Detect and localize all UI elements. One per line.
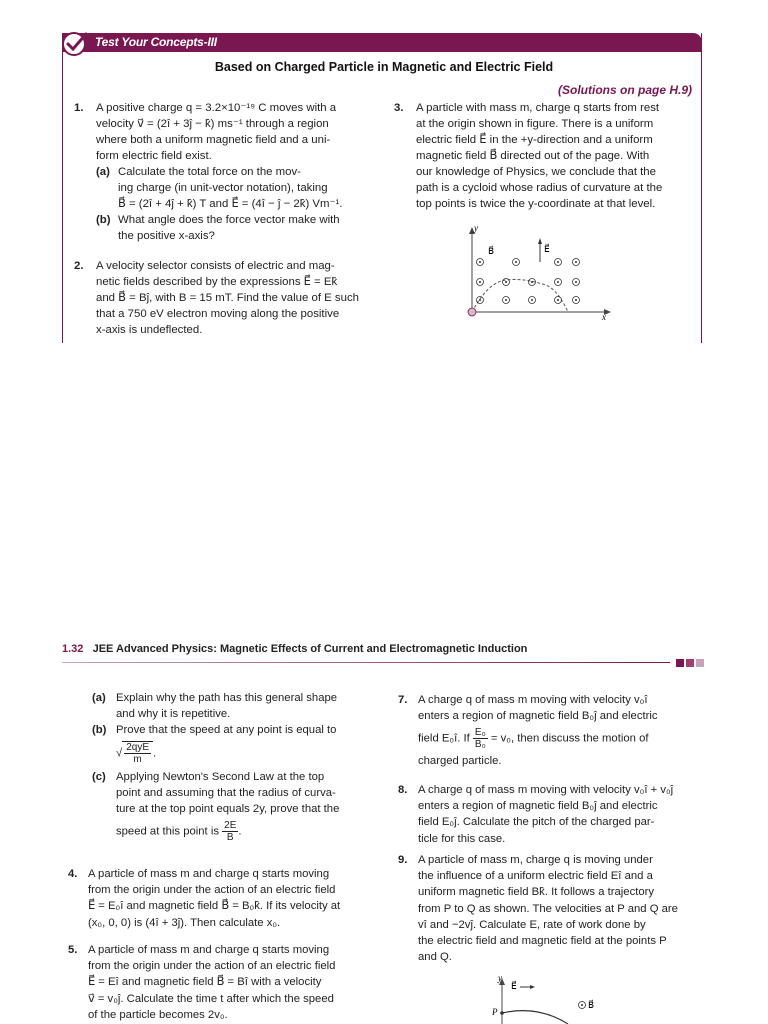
text-line: enters a region of magnetic field B₀ĵ and electric <box>418 800 658 813</box>
text-segment: speed at this point is <box>116 825 219 838</box>
y-axis-label: y <box>498 975 502 983</box>
text-line: ture at the top point equals 2y, prove that the <box>116 803 340 816</box>
text-line: A particle of mass m, charge q is moving under <box>418 854 653 866</box>
question-7 <box>398 692 704 770</box>
running-head <box>62 643 527 655</box>
text-line: path is a cycloid whose radius of curvature at the <box>416 182 663 194</box>
text-line: from the origin under the action of an electric field <box>88 960 336 973</box>
text-line: where both a uniform magnetic field and a uni- <box>96 134 331 146</box>
question-9 <box>398 852 704 965</box>
question-3-parts <box>92 690 374 843</box>
text-line: form electric field exist. <box>96 150 212 162</box>
question-number: 4. <box>68 868 78 880</box>
text-line: (x₀, 0, 0) is (4î + 3ĵ). Then calculate x₀. <box>88 916 281 929</box>
sqrt-expression: √ $\frac{\text{2qyE}}{m}$ . <box>116 741 157 765</box>
text-line: A positive charge q = 3.2×10⁻¹⁹ C moves with a <box>96 102 337 114</box>
question-1b <box>96 212 372 244</box>
frac-denominator: B₀ <box>474 739 486 751</box>
e-field-label: E⃗ <box>544 244 550 254</box>
question-number: 3. <box>394 102 404 114</box>
text-line: that a 750 eV electron moving along the positive <box>96 308 340 320</box>
part-label: (c) <box>92 770 106 783</box>
question-3a <box>92 690 374 722</box>
text-line: v⃗ = v₀ĵ. Calculate the time t after which the speed <box>88 992 334 1005</box>
text-line: top points is twice the y-coordinate at that level. <box>416 198 656 210</box>
text-line: E⃗ = E₀î and magnetic field B⃗ = B₀k̂. If its velocity at <box>88 900 341 913</box>
question-number: 8. <box>398 784 408 796</box>
text-segment: field E₀î. If <box>418 732 470 745</box>
text-line <box>418 727 704 750</box>
text-line: electric field E⃗ in the +y-direction and a uniform <box>416 134 653 146</box>
text-line: charged particle. <box>418 755 502 768</box>
text-line: Applying Newton's Second Law at the top <box>116 770 325 783</box>
text-line: the positive x-axis? <box>118 230 215 242</box>
text-line: velocity v⃗ = (2î + 3ĵ − k̂) ms⁻¹ through a region <box>96 118 329 130</box>
text-line: A charge q of mass m moving with velocity v₀î + v₀ĵ <box>418 784 674 796</box>
text-line: at the origin shown in figure. There is a uniform <box>416 118 654 130</box>
text-line: the influence of a uniform electric field Eî and a <box>418 870 653 883</box>
text-line: Prove that the speed at any point is equal to <box>116 724 337 737</box>
text-line: What angle does the force vector make with <box>118 214 340 226</box>
frac-numerator: 2E <box>224 820 237 832</box>
text-line: vî and −2vĵ. Calculate E, rate of work done by <box>418 918 646 931</box>
book-title: JEE Advanced Physics: Magnetic Effects of Current and Electromagnetic Induction <box>92 643 528 655</box>
question-3b <box>92 722 374 768</box>
cycloid-figure <box>458 222 618 322</box>
text-line: and why it is repetitive. <box>116 708 231 721</box>
text-line: ing charge (in unit-vector notation), taking <box>118 182 328 194</box>
sqrt-numerator: 2qyE <box>126 741 149 753</box>
question-3 <box>394 100 696 212</box>
concept-banner-title: Test Your Concepts-III <box>95 35 217 49</box>
text-line: A particle of mass m and charge q starts moving <box>88 868 330 880</box>
page-number: 1.32 <box>62 643 84 655</box>
text-line: from the origin under the action of an electric field <box>88 884 336 897</box>
question-number: 7. <box>398 694 408 706</box>
question-number: 2. <box>74 260 84 272</box>
text-line: E⃗ = Eî and magnetic field B⃗ = Bî with a velocity <box>88 976 322 989</box>
text-line: and Q. <box>418 951 452 964</box>
text-line: our knowledge of Physics, we conclude that the <box>416 166 656 178</box>
point-p-label: P <box>492 1007 498 1017</box>
dot-icon <box>686 659 694 667</box>
text-line: Calculate the total force on the mov- <box>118 166 301 178</box>
text-line: A particle of mass m and charge q starts moving <box>88 944 330 956</box>
dot-icon <box>676 659 684 667</box>
question-8 <box>398 782 704 847</box>
part-label: (b) <box>96 214 111 226</box>
dot-icon <box>696 659 704 667</box>
text-line: field E₀ĵ. Calculate the pitch of the charged par- <box>418 816 655 829</box>
running-head-rule <box>62 662 670 663</box>
b-field-label: B⃗ <box>488 246 495 256</box>
question-number: 9. <box>398 854 408 866</box>
question-number: 5. <box>68 944 78 956</box>
question-2 <box>74 258 372 338</box>
question-number: 1. <box>74 102 84 114</box>
text-line: speed at this point is $\frac{2E}{B}$ . <box>116 820 242 844</box>
question-4 <box>68 866 374 931</box>
question-1 <box>74 100 372 244</box>
text-line: uniform magnetic field Bk̂. It follows a trajectory <box>418 886 655 899</box>
question-5 <box>68 942 374 1023</box>
x-axis-label: x <box>602 312 606 322</box>
b-field-label: B⃗ <box>588 1000 595 1010</box>
e-field-label: E⃗ <box>511 981 517 991</box>
text-line: netic fields described by the expressions E⃗ = Ek̂ <box>96 276 338 288</box>
part-label: (a) <box>96 166 110 178</box>
solutions-reference: (Solutions on page H.9) <box>558 83 692 97</box>
frac-numerator: E₀ <box>474 727 486 739</box>
text-line: and B⃗ = Bĵ, with B = 15 mT. Find the value of E such <box>96 292 359 304</box>
text-line: enters a region of magnetic field B₀ĵ and electric <box>418 710 658 723</box>
decorative-dots <box>676 654 706 672</box>
text-segment: = v₀, then discuss the motion of <box>490 732 649 745</box>
text-line: A particle with mass m, charge q starts from rest <box>416 102 660 114</box>
text-line: A charge q of mass m moving with velocity v₀î <box>418 694 648 706</box>
text-line: from P to Q as shown. The velocities at P and Q are <box>418 902 678 915</box>
text-line: ticle for this case. <box>418 832 506 845</box>
text-line: of the particle becomes 2v₀. <box>88 1008 228 1021</box>
frac-denominator: B <box>226 832 234 844</box>
text-line: magnetic field B⃗ directed out of the page. With <box>416 150 650 162</box>
text-line: Explain why the path has this general shape <box>116 692 338 704</box>
text-line: point and assuming that the radius of curva- <box>116 786 336 799</box>
text-line: x-axis is undeflected. <box>96 324 203 336</box>
text-line: the electric field and magnetic field at the points P <box>418 935 667 948</box>
y-axis-label: y <box>474 223 478 233</box>
part-label: (a) <box>92 692 106 704</box>
part-label: (b) <box>92 724 107 737</box>
text-line: B⃗ = (2î + 4ĵ + k̂) T and E⃗ = (4î − ĵ − 2k̂) Vm⁻¹. <box>118 198 343 210</box>
question-1a <box>96 164 372 212</box>
section-title: Based on Charged Particle in Magnetic and Electric Field <box>214 60 554 74</box>
sqrt-denominator: m <box>133 753 142 765</box>
question-3c <box>92 769 374 844</box>
check-badge-icon <box>60 30 90 58</box>
trajectory-figure <box>478 975 618 1024</box>
text-line: A velocity selector consists of electric and mag- <box>96 260 335 272</box>
